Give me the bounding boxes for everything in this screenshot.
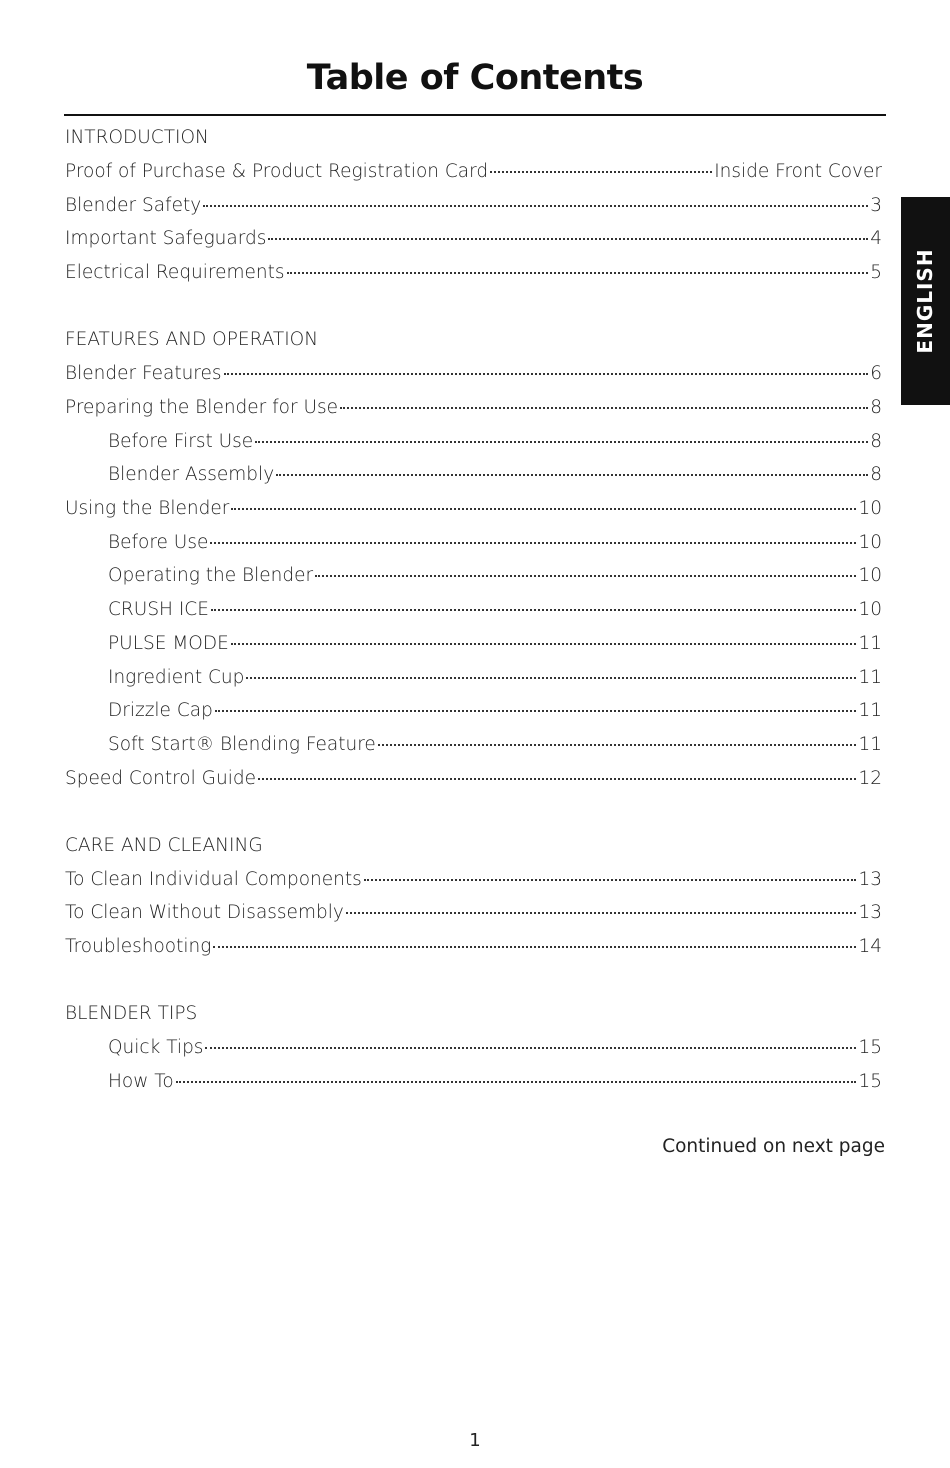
- toc-subentry[interactable]: [108, 597, 882, 623]
- dot-leader: [210, 542, 856, 544]
- toc-entry-page: 12: [858, 768, 882, 789]
- title-rule: [64, 114, 886, 116]
- dot-leader: [176, 1081, 857, 1083]
- dot-leader: [231, 643, 857, 645]
- toc-entry-page: 11: [858, 633, 882, 654]
- toc-entry-label: Before Use: [108, 532, 209, 553]
- toc-entry-label: Drizzle Cap: [108, 700, 213, 721]
- toc-subentry[interactable]: [108, 563, 882, 589]
- toc-entry-page: 10: [858, 599, 882, 620]
- toc-entry[interactable]: [65, 900, 882, 926]
- dot-leader: [364, 879, 857, 881]
- toc-entry-label: Preparing the Blender for Use: [65, 397, 339, 418]
- toc-entry-page: 10: [858, 565, 882, 586]
- toc-entry-page: 10: [858, 532, 882, 553]
- toc-entry-page: 3: [870, 195, 882, 216]
- toc-entry-label: Operating the Blender: [108, 565, 314, 586]
- page-title: Table of Contents: [306, 58, 644, 98]
- toc-subentry[interactable]: [108, 1069, 882, 1095]
- dot-leader: [340, 407, 868, 409]
- toc-entry-label: Speed Control Guide: [65, 768, 256, 789]
- toc-entry-label: Important Safeguards: [65, 228, 267, 249]
- toc-entry-page: 13: [858, 902, 882, 923]
- toc-entry-page: 15: [858, 1071, 882, 1092]
- toc-entry-label: Troubleshooting: [65, 936, 212, 957]
- section-heading-tips: BLENDER TIPS: [65, 1003, 198, 1024]
- toc-entry-page: 15: [858, 1037, 882, 1058]
- dot-leader: [276, 474, 868, 476]
- dot-leader: [255, 441, 868, 443]
- dot-leader: [246, 677, 856, 679]
- dot-leader: [203, 205, 868, 207]
- toc-entry-page: 6: [870, 363, 882, 384]
- section-heading-care: CARE AND CLEANING: [65, 835, 263, 856]
- page-number: 1: [469, 1430, 481, 1451]
- toc-entry-page: Inside Front Cover: [714, 161, 882, 182]
- dot-leader: [211, 609, 857, 611]
- dot-leader: [215, 710, 857, 712]
- toc-entry[interactable]: [65, 766, 882, 792]
- toc-entry-page: 5: [870, 262, 882, 283]
- toc-entry-label: Quick Tips: [108, 1037, 204, 1058]
- toc-entry-label: Blender Assembly: [108, 464, 275, 485]
- toc-subentry[interactable]: [108, 631, 882, 657]
- toc-entry-page: 11: [858, 734, 882, 755]
- toc-entry[interactable]: [65, 193, 882, 219]
- toc-entry-page: 4: [870, 228, 882, 249]
- toc-subentry[interactable]: [108, 732, 882, 758]
- dot-leader: [213, 946, 856, 948]
- dot-leader: [268, 238, 868, 240]
- toc-entry-label: Before First Use: [108, 431, 254, 452]
- dot-leader: [378, 744, 857, 746]
- toc-entry-label: Electrical Requirements: [65, 262, 285, 283]
- dot-leader: [205, 1047, 856, 1049]
- toc-entry-label: Ingredient Cup: [108, 667, 245, 688]
- toc-entry-label: PULSE MODE: [108, 633, 229, 654]
- toc-entry-page: 11: [858, 700, 882, 721]
- toc-entry[interactable]: [65, 867, 882, 893]
- toc-entry-label: Blender Features: [65, 363, 222, 384]
- toc-entry-page: 14: [858, 936, 882, 957]
- toc-entry[interactable]: [65, 260, 882, 286]
- toc-entry-label: Blender Safety: [65, 195, 202, 216]
- toc-subentry[interactable]: [108, 698, 882, 724]
- toc-entry-label: Soft Start® Blending Feature: [108, 734, 376, 755]
- toc-entry[interactable]: [65, 395, 882, 421]
- dot-leader: [490, 171, 712, 173]
- toc-entry-page: 13: [858, 869, 882, 890]
- toc-subentry[interactable]: [108, 1035, 882, 1061]
- toc-entry-label: Using the Blender: [65, 498, 230, 519]
- toc-entry-page: 11: [858, 667, 882, 688]
- toc-entry-label: CRUSH ICE: [108, 599, 209, 620]
- dot-leader: [258, 778, 857, 780]
- toc-subentry[interactable]: [108, 530, 882, 556]
- toc-entry[interactable]: [65, 934, 882, 960]
- toc-entry-page: 8: [870, 464, 882, 485]
- toc-entry[interactable]: [65, 226, 882, 252]
- toc-entry-label: How To: [108, 1071, 174, 1092]
- toc-subentry[interactable]: [108, 429, 882, 455]
- toc-entry-page: 10: [858, 498, 882, 519]
- toc-entry[interactable]: [65, 159, 882, 185]
- toc-entry-page: 8: [870, 397, 882, 418]
- toc-entry[interactable]: [65, 496, 882, 522]
- language-tab-label: ENGLISH: [913, 248, 937, 354]
- toc-subentry[interactable]: [108, 665, 882, 691]
- dot-leader: [346, 912, 857, 914]
- toc-entry-label: To Clean Individual Components: [65, 869, 362, 890]
- section-heading-introduction: INTRODUCTION: [65, 127, 209, 148]
- toc-entry-page: 8: [870, 431, 882, 452]
- section-heading-features: FEATURES AND OPERATION: [65, 329, 319, 350]
- dot-leader: [224, 373, 869, 375]
- toc-entry[interactable]: [65, 361, 882, 387]
- dot-leader: [315, 575, 856, 577]
- dot-leader: [231, 508, 856, 510]
- toc-subentry[interactable]: [108, 462, 882, 488]
- dot-leader: [287, 272, 869, 274]
- toc-entry-label: Proof of Purchase & Product Registration Card: [65, 161, 489, 182]
- toc-entry-label: To Clean Without Disassembly: [65, 902, 344, 923]
- continued-note: Continued on next page: [662, 1136, 885, 1157]
